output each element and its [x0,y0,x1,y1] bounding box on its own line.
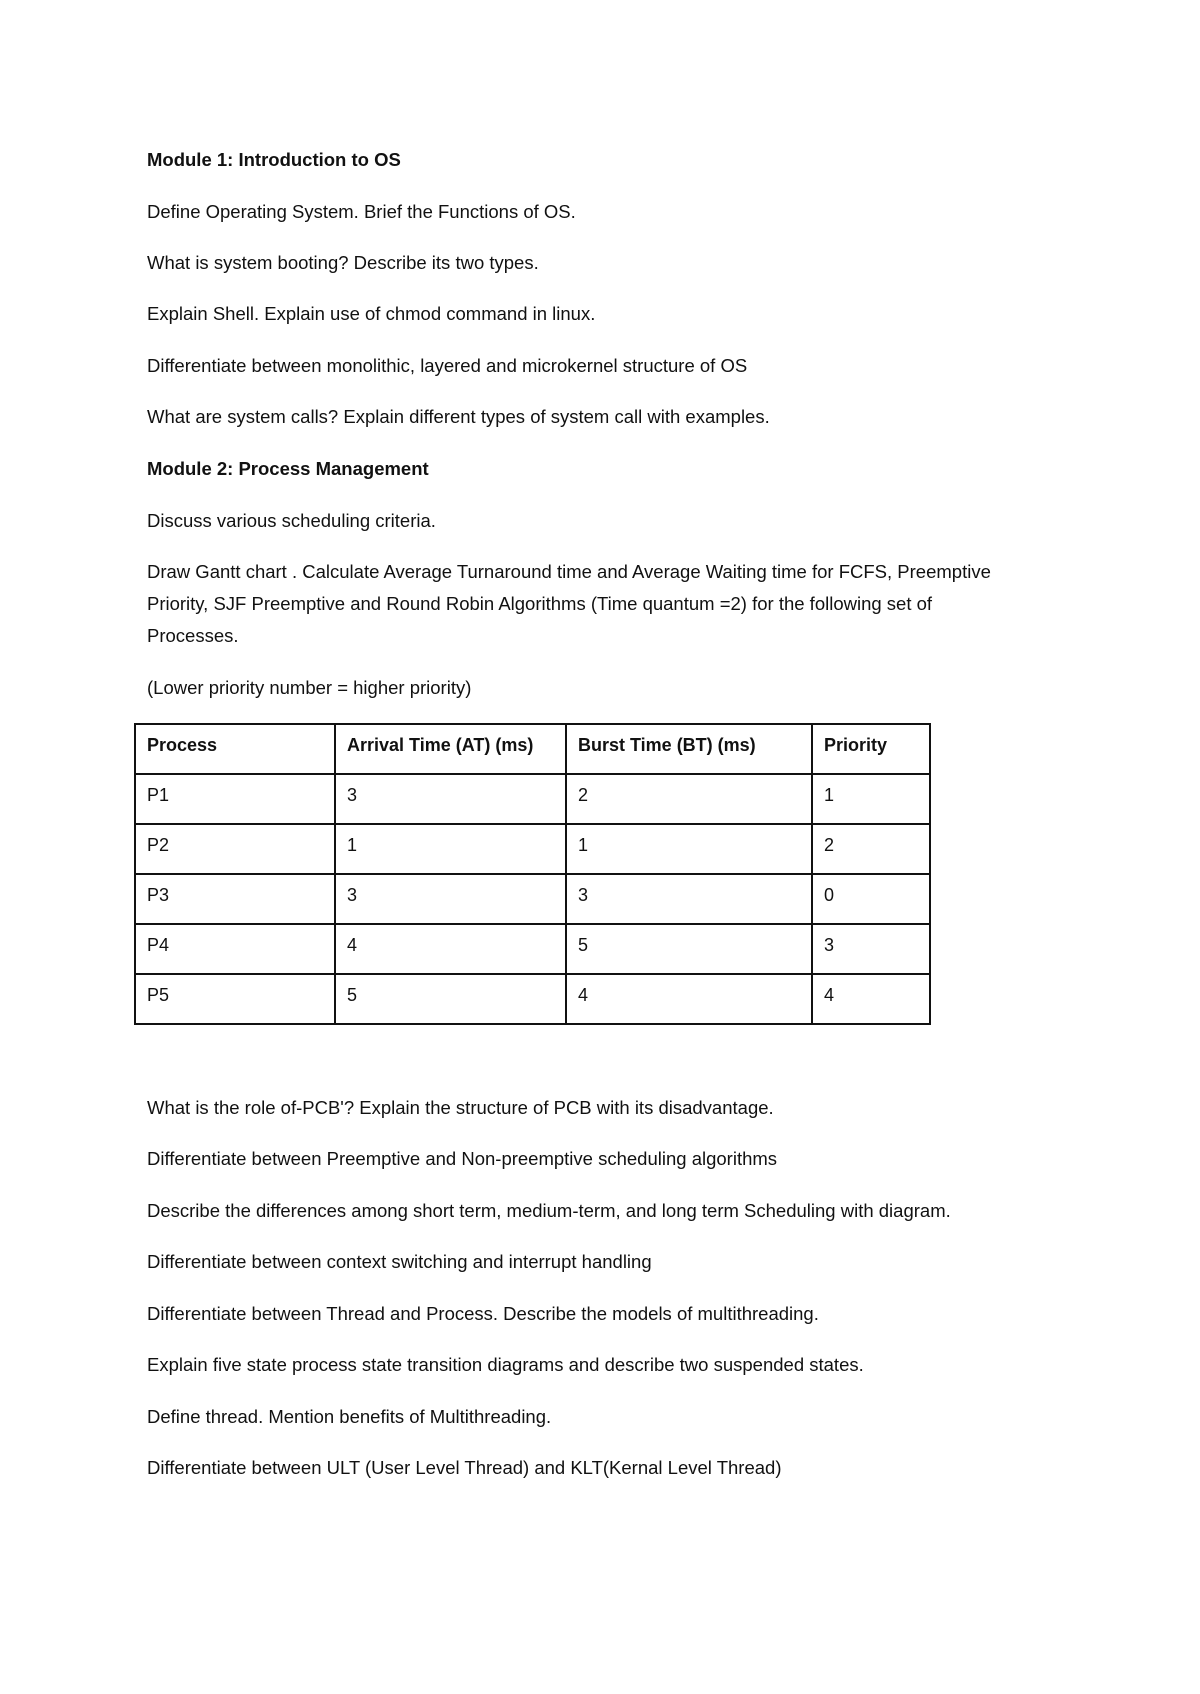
table-cell: P2 [135,824,335,874]
table-cell: 4 [812,974,930,1024]
module-1-question: Explain Shell. Explain use of chmod command in linux. [147,303,596,324]
table-cell: 5 [335,974,566,1024]
table-row [135,824,930,874]
table-cell: 1 [566,824,812,874]
table-cell: 3 [335,774,566,824]
module-2-question: Explain five state process state transition diagrams and describe two suspended states. [147,1354,864,1375]
table-cell: 5 [566,924,812,974]
module-1-question: Differentiate between monolithic, layered and microkernel structure of OS [147,355,748,376]
table-cell: 3 [566,874,812,924]
process-table [134,723,931,1025]
table-cell: P1 [135,774,335,824]
module-2-question: Define thread. Mention benefits of Multithreading. [147,1406,552,1427]
module-2-question: What is the role of-PCB'? Explain the structure of PCB with its disadvantage. [147,1097,774,1118]
column-header: Arrival Time (AT) (ms) [335,724,566,774]
module-2-question: Differentiate between Preemptive and Non-preemptive scheduling algorithms [147,1148,778,1169]
column-header: Priority [812,724,930,774]
module-2-question: Differentiate between Thread and Process. Describe the models of multithreading. [147,1303,819,1324]
module-1-question: What is system booting? Describe its two types. [147,252,539,273]
module-1-question: Define Operating System. Brief the Functions of OS. [147,201,576,222]
table-cell: 2 [566,774,812,824]
table-cell: 3 [812,924,930,974]
table-row [135,774,930,824]
table-row [135,974,930,1024]
table-cell: P4 [135,924,335,974]
table-cell: 0 [812,874,930,924]
table-cell: P3 [135,874,335,924]
module-2-question: Discuss various scheduling criteria. [147,510,436,531]
column-header: Burst Time (BT) (ms) [566,724,812,774]
module-2-heading: Module 2: Process Management [147,458,429,479]
module-1-heading: Module 1: Introduction to OS [147,149,401,170]
module-1-question: What are system calls? Explain different types of system call with examples. [147,406,770,427]
table-cell: 1 [335,824,566,874]
table-row [135,874,930,924]
table-cell: 3 [335,874,566,924]
column-header: Process [135,724,335,774]
table-cell: 4 [335,924,566,974]
module-2-question: Differentiate between context switching and interrupt handling [147,1251,652,1272]
module-2-question: Differentiate between ULT (User Level Thread) and KLT(Kernal Level Thread) [147,1457,782,1478]
table-cell: 1 [812,774,930,824]
table-row [135,924,930,974]
table-cell: P5 [135,974,335,1024]
table-cell: 4 [566,974,812,1024]
priority-note: (Lower priority number = higher priority) [147,677,472,698]
gantt-chart-question: Draw Gantt chart . Calculate Average Turnaround time and Average Waiting time for FCFS, Preemptive Priority, SJF Preemptive and Round Robin Algorithms (Time quantum =2) for the following set of Processes. [147,561,991,646]
table-cell: 2 [812,824,930,874]
table-header-row [135,724,930,774]
module-2-question: Describe the differences among short term, medium-term, and long term Scheduling with diagram. [147,1200,951,1221]
